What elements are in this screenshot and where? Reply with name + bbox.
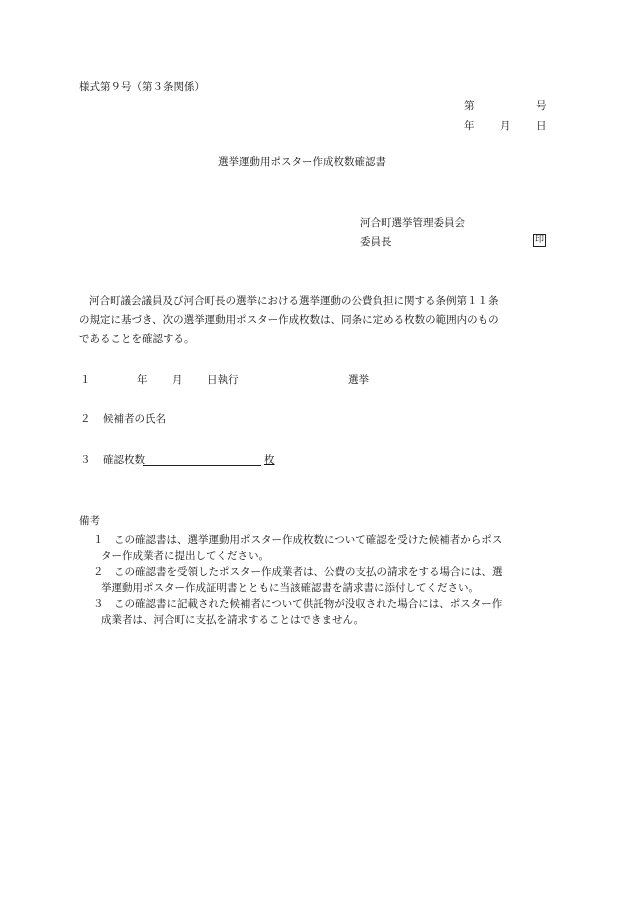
form-number: 様式第９号（第３条関係） (79, 81, 205, 93)
doc-number-prefix: 第 (464, 100, 475, 112)
item1-month: 月 (172, 374, 183, 386)
item1-election: 選挙 (348, 374, 369, 386)
date-day: 日 (536, 120, 547, 132)
body-line-2: の規定に基づき、次の選挙運動用ポスター作成枚数は、同条に定める枚数の範囲内のもの (79, 314, 499, 326)
item1-number: １ (80, 374, 91, 386)
remark-text: 挙運動用ポスター作成証明書とともに当該確認書を請求書に添付してください。 (101, 582, 479, 594)
date-year: 年 (464, 120, 475, 132)
seal-mark: 印 (534, 235, 544, 245)
remark-number: ２ (93, 566, 104, 578)
item3-label: 確認枚数 (103, 454, 145, 466)
body-line-1: 河合町議会議員及び河合町長の選挙における選挙運動の公費負担に関する条例第１１条 (89, 295, 499, 307)
issuer-chair: 委員長 (360, 236, 392, 248)
remark-note (93, 532, 551, 564)
item2-label: 候補者の氏名 (103, 413, 166, 425)
doc-number-suffix: 号 (536, 100, 547, 112)
item1-day-exec: 日執行 (207, 374, 239, 386)
item1-year: 年 (137, 374, 148, 386)
remark-number: １ (93, 534, 104, 546)
remark-note (93, 564, 551, 596)
remark-text: この確認書に記載された候補者について供託物が没収された場合には、ポスター作 (114, 598, 503, 610)
remark-note (93, 596, 551, 628)
remark-number: ３ (93, 598, 104, 610)
issuer-committee: 河合町選挙管理委員会 (360, 217, 465, 229)
remarks-heading: 備考 (79, 515, 100, 527)
item2-number: ２ (80, 413, 91, 425)
remark-text: 成業者は、河合町に支払を請求することはできません。 (101, 614, 365, 626)
remark-text: この確認書を受領したポスター作成業者は、公費の支払の請求をする場合には、選 (114, 566, 503, 578)
document-title: 選挙運動用ポスター作成枚数確認書 (218, 156, 386, 168)
item3-number: ３ (80, 454, 91, 466)
body-paragraph (79, 292, 551, 349)
date-month: 月 (500, 120, 511, 132)
remark-text: この確認書は、選挙運動用ポスター作成枚数について確認を受けた候補者からポス (114, 534, 503, 546)
remark-text: ター作成業者に提出してください。 (101, 550, 269, 562)
item3-unit: 枚 (264, 454, 275, 466)
item3-count-field (143, 464, 261, 466)
body-line-3: であることを確認する。 (79, 333, 195, 345)
